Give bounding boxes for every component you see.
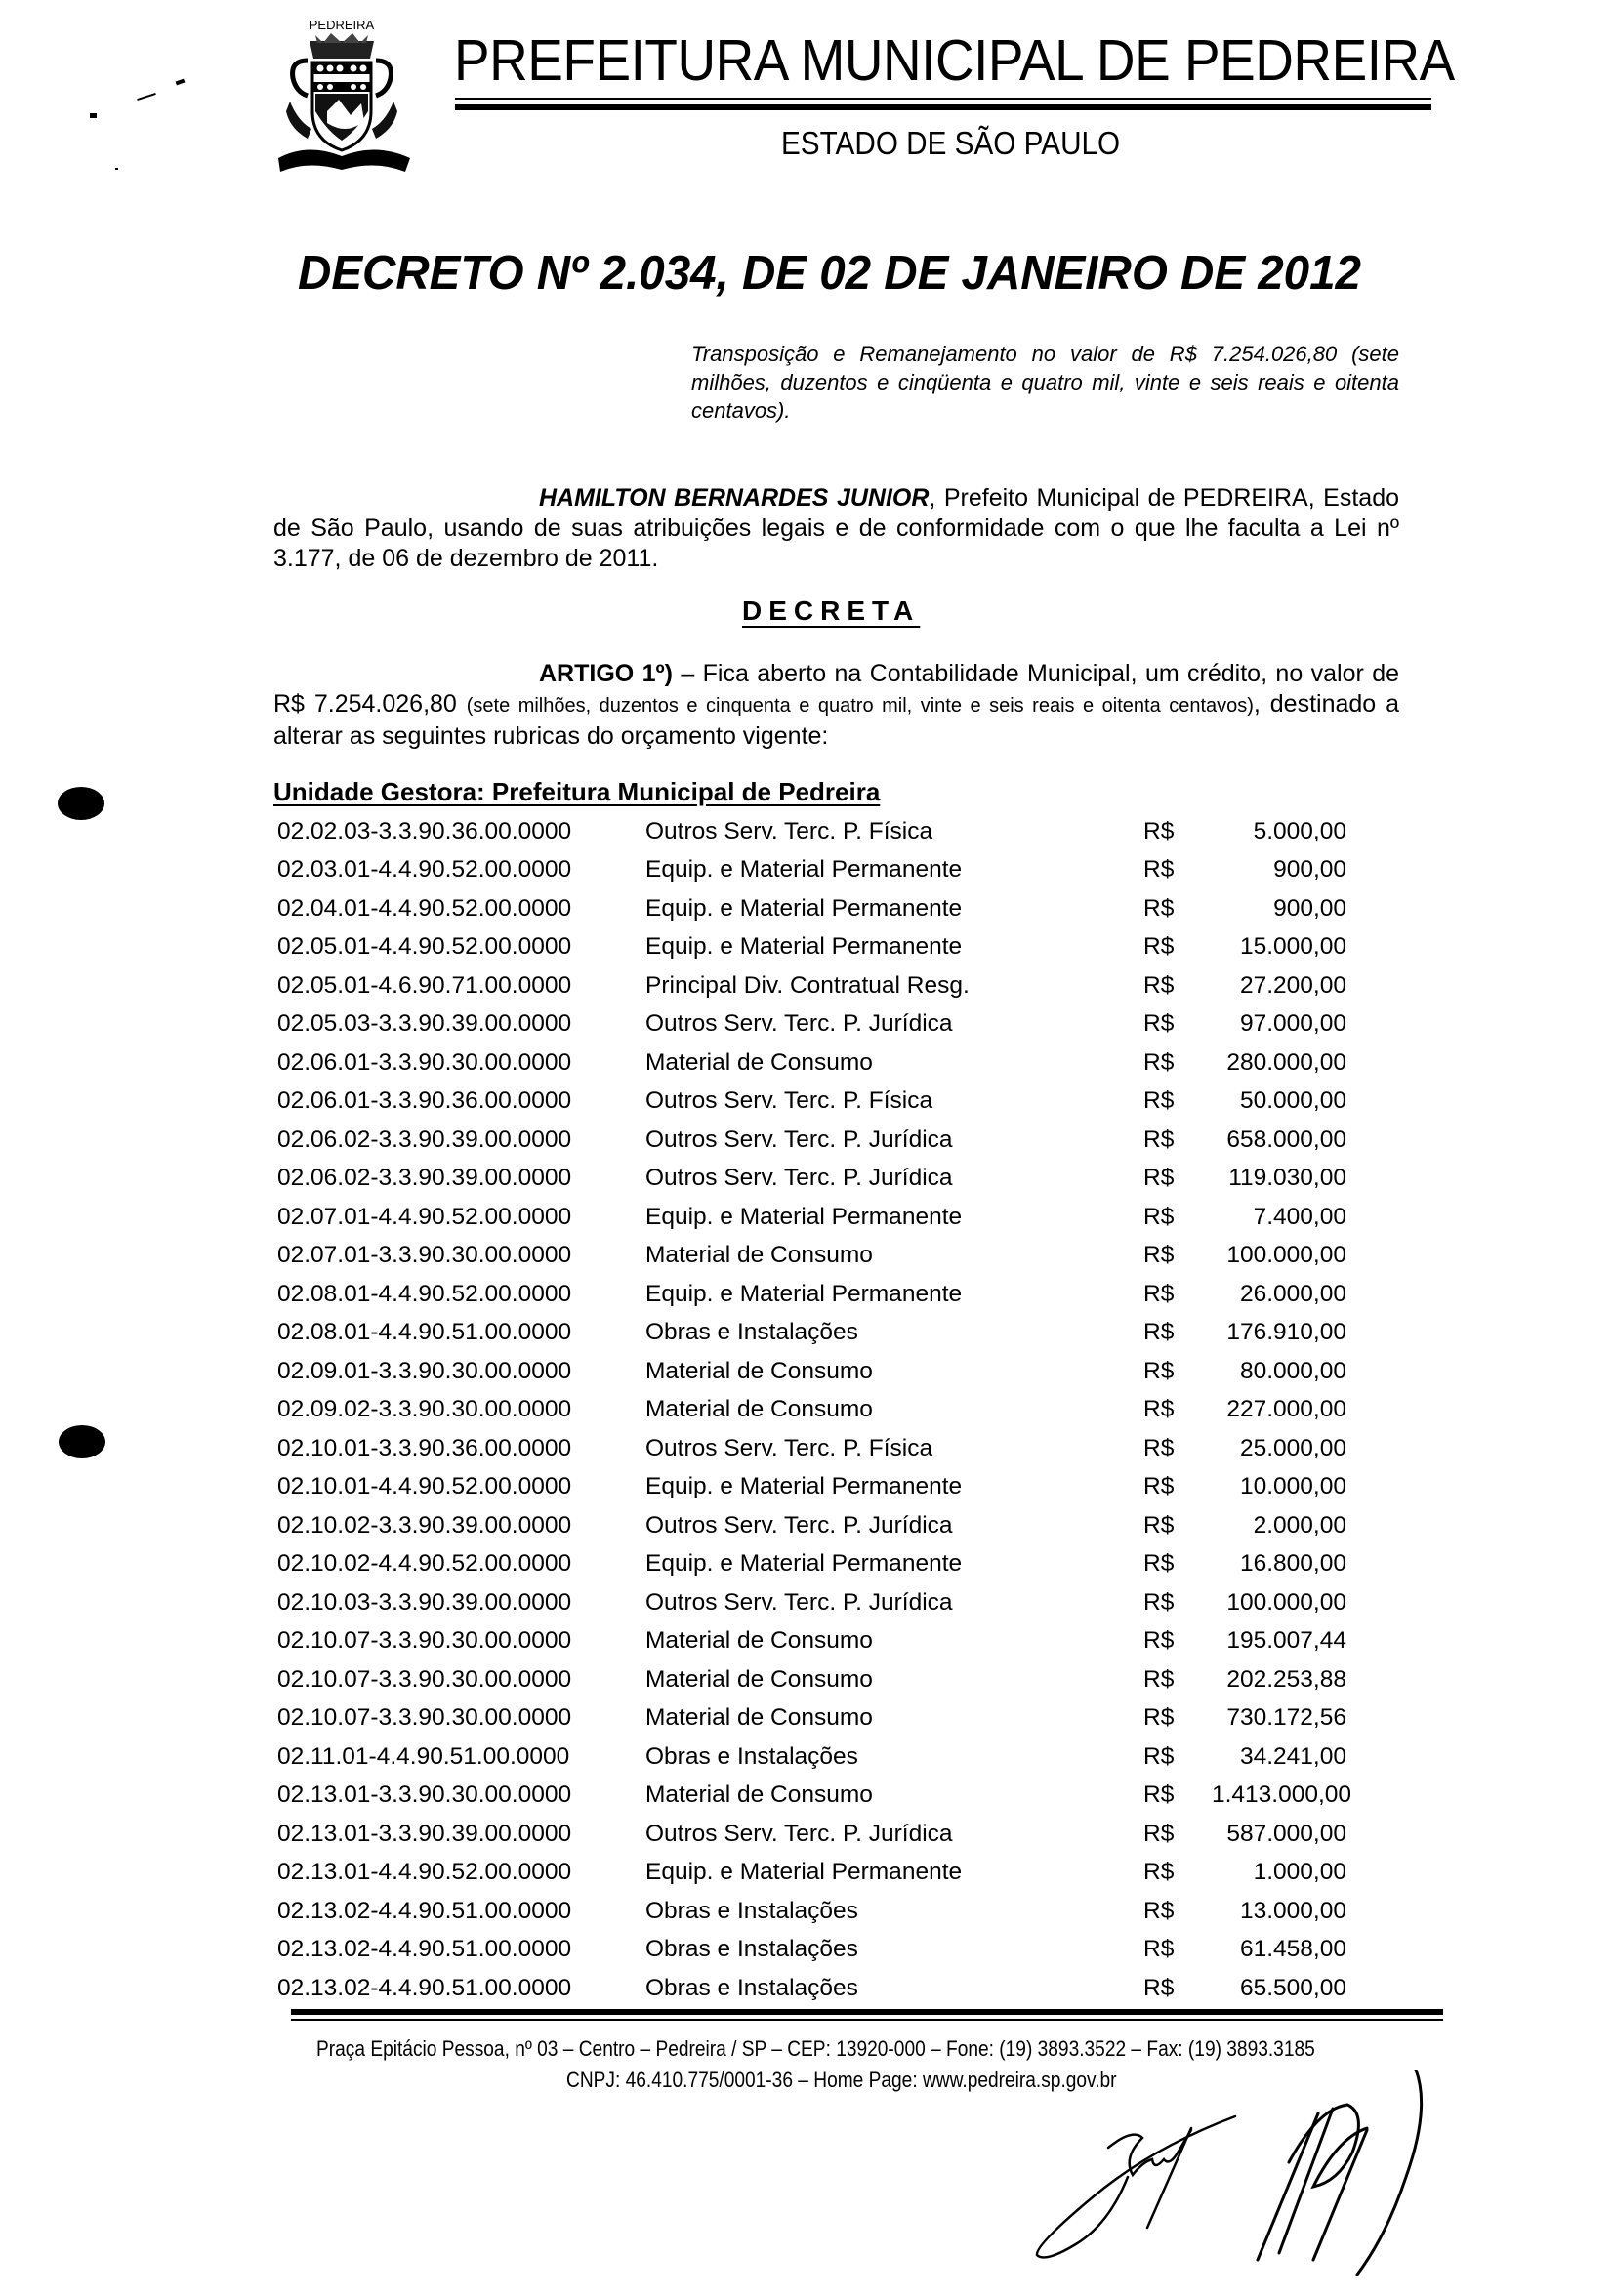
scan-mark [90, 113, 97, 118]
row-code: 02.13.02-4.4.90.51.00.0000 [277, 1897, 572, 1924]
row-currency: R$ [1143, 1897, 1175, 1924]
row-description: Equip. e Material Permanente [645, 1859, 963, 1886]
row-currency: R$ [1143, 1126, 1175, 1153]
table-row [277, 889, 1400, 928]
row-currency: R$ [1143, 1550, 1175, 1578]
table-row [277, 1044, 1400, 1083]
row-currency: R$ [1143, 1165, 1175, 1192]
article-1-text: – Fica aberto na Contabilidade Municipal, um crédito, no valor de R$ 7.254.026,80 [273, 660, 1399, 718]
row-description: Obras e Instalações [645, 1974, 858, 2001]
table-row [277, 1005, 1400, 1045]
row-code: 02.13.01-3.3.90.30.00.0000 [277, 1782, 572, 1809]
row-code: 02.03.01-4.4.90.52.00.0000 [277, 856, 572, 883]
signature-left [1037, 2116, 1235, 2257]
row-value: 7.400,00 [1253, 1203, 1346, 1230]
row-description: Outros Serv. Terc. P. Jurídica [645, 1126, 953, 1153]
row-code: 02.10.01-4.4.90.52.00.0000 [277, 1473, 572, 1500]
row-description: Equip. e Material Permanente [645, 1203, 963, 1230]
row-description: Material de Consumo [645, 1704, 873, 1732]
row-currency: R$ [1143, 1742, 1175, 1770]
row-description: Material de Consumo [645, 1048, 873, 1076]
punch-hole-bottom [59, 1425, 105, 1458]
handwritten-signatures-icon [996, 2070, 1465, 2291]
row-code: 02.05.01-4.4.90.52.00.0000 [277, 933, 572, 961]
row-currency: R$ [1143, 856, 1175, 883]
row-currency: R$ [1143, 1010, 1175, 1038]
table-row [277, 1700, 1400, 1739]
signature-right [1258, 2070, 1422, 2275]
budget-table [277, 812, 1400, 2008]
row-code: 02.05.01-4.6.90.71.00.0000 [277, 971, 572, 999]
row-description: Outros Serv. Terc. P. Física [645, 1087, 933, 1115]
row-currency: R$ [1143, 1588, 1175, 1616]
row-code: 02.10.01-3.3.90.36.00.0000 [277, 1434, 572, 1461]
preamble-paragraph [273, 483, 1399, 574]
row-code: 02.10.02-4.4.90.52.00.0000 [277, 1550, 572, 1578]
row-code: 02.09.02-3.3.90.30.00.0000 [277, 1396, 572, 1423]
row-description: Obras e Instalações [645, 1936, 858, 1963]
table-row [277, 1083, 1400, 1122]
scan-mark [115, 168, 118, 170]
table-row [277, 1352, 1400, 1391]
row-currency: R$ [1143, 1820, 1175, 1847]
row-currency: R$ [1143, 1396, 1175, 1423]
table-row [277, 1391, 1400, 1430]
row-code: 02.13.01-3.3.90.39.00.0000 [277, 1820, 572, 1847]
row-currency: R$ [1143, 1627, 1175, 1655]
table-row [277, 1622, 1400, 1661]
row-currency: R$ [1143, 1280, 1175, 1307]
row-code: 02.10.07-3.3.90.30.00.0000 [277, 1704, 572, 1732]
row-description: Outros Serv. Terc. P. Jurídica [645, 1010, 953, 1038]
row-description: Outros Serv. Terc. P. Jurídica [645, 1820, 953, 1847]
row-code: 02.08.01-4.4.90.51.00.0000 [277, 1319, 572, 1346]
row-code: 02.02.03-3.3.90.36.00.0000 [277, 817, 572, 844]
row-description: Outros Serv. Terc. P. Jurídica [645, 1165, 953, 1192]
row-description: Equip. e Material Permanente [645, 894, 963, 922]
row-value: 26.000,00 [1240, 1280, 1346, 1307]
table-row [277, 1545, 1400, 1584]
row-code: 02.06.01-3.3.90.30.00.0000 [277, 1048, 572, 1076]
row-code: 02.06.01-3.3.90.36.00.0000 [277, 1087, 572, 1115]
row-code: 02.10.07-3.3.90.30.00.0000 [277, 1627, 572, 1655]
footer-divider-thin [291, 2019, 1443, 2021]
row-value: 61.458,00 [1240, 1936, 1346, 1963]
row-description: Material de Consumo [645, 1242, 873, 1269]
table-row [277, 1429, 1400, 1468]
row-value: 1.000,00 [1253, 1859, 1346, 1886]
row-currency: R$ [1143, 894, 1175, 922]
row-value: 97.000,00 [1240, 1010, 1346, 1038]
table-row [277, 1275, 1400, 1314]
row-currency: R$ [1143, 971, 1175, 999]
header-divider-thick [455, 104, 1431, 110]
row-currency: R$ [1143, 1936, 1175, 1963]
article-1-amount-words: (sete milhões, duzentos e cinquenta e quatro mil, vinte e seis reais e oitenta centavos) [466, 695, 1254, 717]
footer-address: Praça Epitácio Pessoa, nº 03 – Centro – Pedreira / SP – CEP: 13920-000 – Fone: (19) 3893.3522 – Fax: (19) 3893.3185 [316, 2036, 1315, 2061]
row-description: Material de Consumo [645, 1665, 873, 1693]
header-state: ESTADO DE SÃO PAULO [781, 125, 1121, 161]
scan-mark [137, 93, 156, 101]
table-row [277, 1931, 1400, 1970]
row-code: 02.13.02-4.4.90.51.00.0000 [277, 1974, 572, 2001]
preamble-text: , Prefeito Municipal de PEDREIRA, Estado de São Paulo, usando de suas atribuições legais e de conformidade com o que lhe faculta a Lei nº 3.177, de 06 de dezembro de 2011. [273, 484, 1399, 572]
row-currency: R$ [1143, 1782, 1175, 1809]
row-currency: R$ [1143, 933, 1175, 961]
row-value: 2.000,00 [1253, 1511, 1346, 1538]
table-row [277, 1969, 1400, 2008]
table-row [277, 1198, 1400, 1237]
table-row [277, 966, 1400, 1005]
row-currency: R$ [1143, 1048, 1175, 1076]
row-currency: R$ [1143, 1357, 1175, 1384]
coat-of-arms-icon [269, 14, 415, 180]
header-title: PREFEITURA MUNICIPAL DE PEDREIRA [454, 28, 1455, 93]
row-description: Outros Serv. Terc. P. Jurídica [645, 1511, 953, 1538]
row-description: Outros Serv. Terc. P. Física [645, 817, 933, 844]
row-code: 02.13.01-4.4.90.52.00.0000 [277, 1859, 572, 1886]
row-currency: R$ [1143, 1319, 1175, 1346]
row-code: 02.06.02-3.3.90.39.00.0000 [277, 1126, 572, 1153]
row-value: 80.000,00 [1240, 1357, 1346, 1384]
scan-mark [176, 79, 186, 86]
row-currency: R$ [1143, 1473, 1175, 1500]
table-row [277, 1777, 1400, 1816]
row-value: 202.253,88 [1226, 1665, 1346, 1693]
row-value: 227.000,00 [1226, 1396, 1346, 1423]
table-row [277, 1237, 1400, 1276]
row-value: 900,00 [1273, 856, 1346, 883]
row-value: 15.000,00 [1240, 933, 1346, 961]
municipal-crest-logo [269, 14, 415, 180]
table-row [277, 1121, 1400, 1160]
row-value: 1.413.000,00 [1212, 1782, 1352, 1809]
row-value: 900,00 [1273, 894, 1346, 922]
row-code: 02.07.01-4.4.90.52.00.0000 [277, 1203, 572, 1230]
row-value: 280.000,00 [1226, 1048, 1346, 1076]
row-value: 16.800,00 [1240, 1550, 1346, 1578]
table-row [277, 1506, 1400, 1545]
row-value: 119.030,00 [1228, 1165, 1346, 1192]
table-row [277, 851, 1400, 890]
header-divider-thin [455, 98, 1431, 100]
table-row [277, 1854, 1400, 1893]
row-description: Obras e Instalações [645, 1742, 858, 1770]
row-description: Equip. e Material Permanente [645, 1473, 963, 1500]
decreta-heading: DECRETA [742, 595, 921, 626]
table-row [277, 1892, 1400, 1931]
table-row [277, 1660, 1400, 1700]
row-value: 730.172,56 [1226, 1704, 1346, 1732]
row-description: Obras e Instalações [645, 1319, 858, 1346]
row-description: Material de Consumo [645, 1782, 873, 1809]
signatures [996, 2070, 1465, 2291]
table-row [277, 812, 1400, 851]
table-row [277, 1815, 1400, 1854]
footer-divider-thick [291, 2009, 1443, 2015]
table-row [277, 1314, 1400, 1353]
mayor-name: HAMILTON BERNARDES JUNIOR [539, 484, 930, 512]
row-currency: R$ [1143, 1704, 1175, 1732]
row-value: 100.000,00 [1226, 1242, 1346, 1269]
row-description: Material de Consumo [645, 1396, 873, 1423]
row-value: 34.241,00 [1240, 1742, 1346, 1770]
crest-label: PEDREIRA [309, 18, 375, 32]
table-row [277, 1468, 1400, 1507]
row-value: 100.000,00 [1226, 1588, 1346, 1616]
row-code: 02.10.03-3.3.90.39.00.0000 [277, 1588, 572, 1616]
row-value: 5.000,00 [1253, 817, 1346, 844]
decree-title: DECRETO Nº 2.034, DE 02 DE JANEIRO DE 2012 [298, 247, 1361, 300]
row-value: 587.000,00 [1226, 1820, 1346, 1847]
row-code: 02.11.01-4.4.90.51.00.0000 [277, 1742, 570, 1770]
row-value: 195.007,44 [1226, 1627, 1346, 1655]
table-row [277, 928, 1400, 967]
article-1-paragraph [273, 659, 1399, 752]
row-code: 02.09.01-3.3.90.30.00.0000 [277, 1357, 572, 1384]
row-description: Equip. e Material Permanente [645, 1280, 963, 1307]
row-code: 02.13.02-4.4.90.51.00.0000 [277, 1936, 572, 1963]
row-value: 27.200,00 [1240, 971, 1346, 999]
row-code: 02.07.01-3.3.90.30.00.0000 [277, 1242, 572, 1269]
row-value: 50.000,00 [1240, 1087, 1346, 1115]
row-value: 176.910,00 [1226, 1319, 1346, 1346]
row-currency: R$ [1143, 1087, 1175, 1115]
row-code: 02.04.01-4.4.90.52.00.0000 [277, 894, 572, 922]
row-description: Outros Serv. Terc. P. Jurídica [645, 1588, 953, 1616]
table-row [277, 1738, 1400, 1777]
row-value: 65.500,00 [1240, 1974, 1346, 2001]
row-currency: R$ [1143, 1434, 1175, 1461]
row-code: 02.08.01-4.4.90.52.00.0000 [277, 1280, 572, 1307]
row-description: Material de Consumo [645, 1627, 873, 1655]
article-1-label: ARTIGO 1º) [539, 660, 673, 687]
row-currency: R$ [1143, 1511, 1175, 1538]
row-description: Equip. e Material Permanente [645, 856, 963, 883]
row-currency: R$ [1143, 1665, 1175, 1693]
row-currency: R$ [1143, 817, 1175, 844]
row-description: Equip. e Material Permanente [645, 1550, 963, 1578]
row-value: 25.000,00 [1240, 1434, 1346, 1461]
row-value: 658.000,00 [1226, 1126, 1346, 1153]
row-description: Outros Serv. Terc. P. Física [645, 1434, 933, 1461]
row-description: Equip. e Material Permanente [645, 933, 963, 961]
row-code: 02.10.02-3.3.90.39.00.0000 [277, 1511, 572, 1538]
row-description: Obras e Instalações [645, 1897, 858, 1924]
footer-cnpj: CNPJ: 46.410.775/0001-36 – Home Page: www.pedreira.sp.gov.br [566, 2068, 1117, 2092]
row-code: 02.10.07-3.3.90.30.00.0000 [277, 1665, 572, 1693]
punch-hole-top [58, 787, 104, 820]
row-value: 13.000,00 [1240, 1897, 1346, 1924]
row-currency: R$ [1143, 1242, 1175, 1269]
article-1-text-end: , destinado a alterar as seguintes rubricas do orçamento vigente: [273, 690, 1399, 750]
row-description: Material de Consumo [645, 1357, 873, 1384]
row-currency: R$ [1143, 1859, 1175, 1886]
row-code: 02.06.02-3.3.90.39.00.0000 [277, 1165, 572, 1192]
table-row [277, 1160, 1400, 1199]
row-currency: R$ [1143, 1203, 1175, 1230]
row-currency: R$ [1143, 1974, 1175, 2001]
table-row [277, 1583, 1400, 1622]
row-code: 02.05.03-3.3.90.39.00.0000 [277, 1010, 572, 1038]
row-value: 10.000,00 [1240, 1473, 1346, 1500]
row-description: Principal Div. Contratual Resg. [645, 971, 970, 999]
decree-summary: Transposição e Remanejamento no valor de R$ 7.254.026,80 (sete milhões, duzentos e cinqüenta e quatro mil, vinte e seis reais e oitenta centavos). [691, 342, 1399, 423]
unit-heading: Unidade Gestora: Prefeitura Municipal de Pedreira [273, 777, 881, 806]
